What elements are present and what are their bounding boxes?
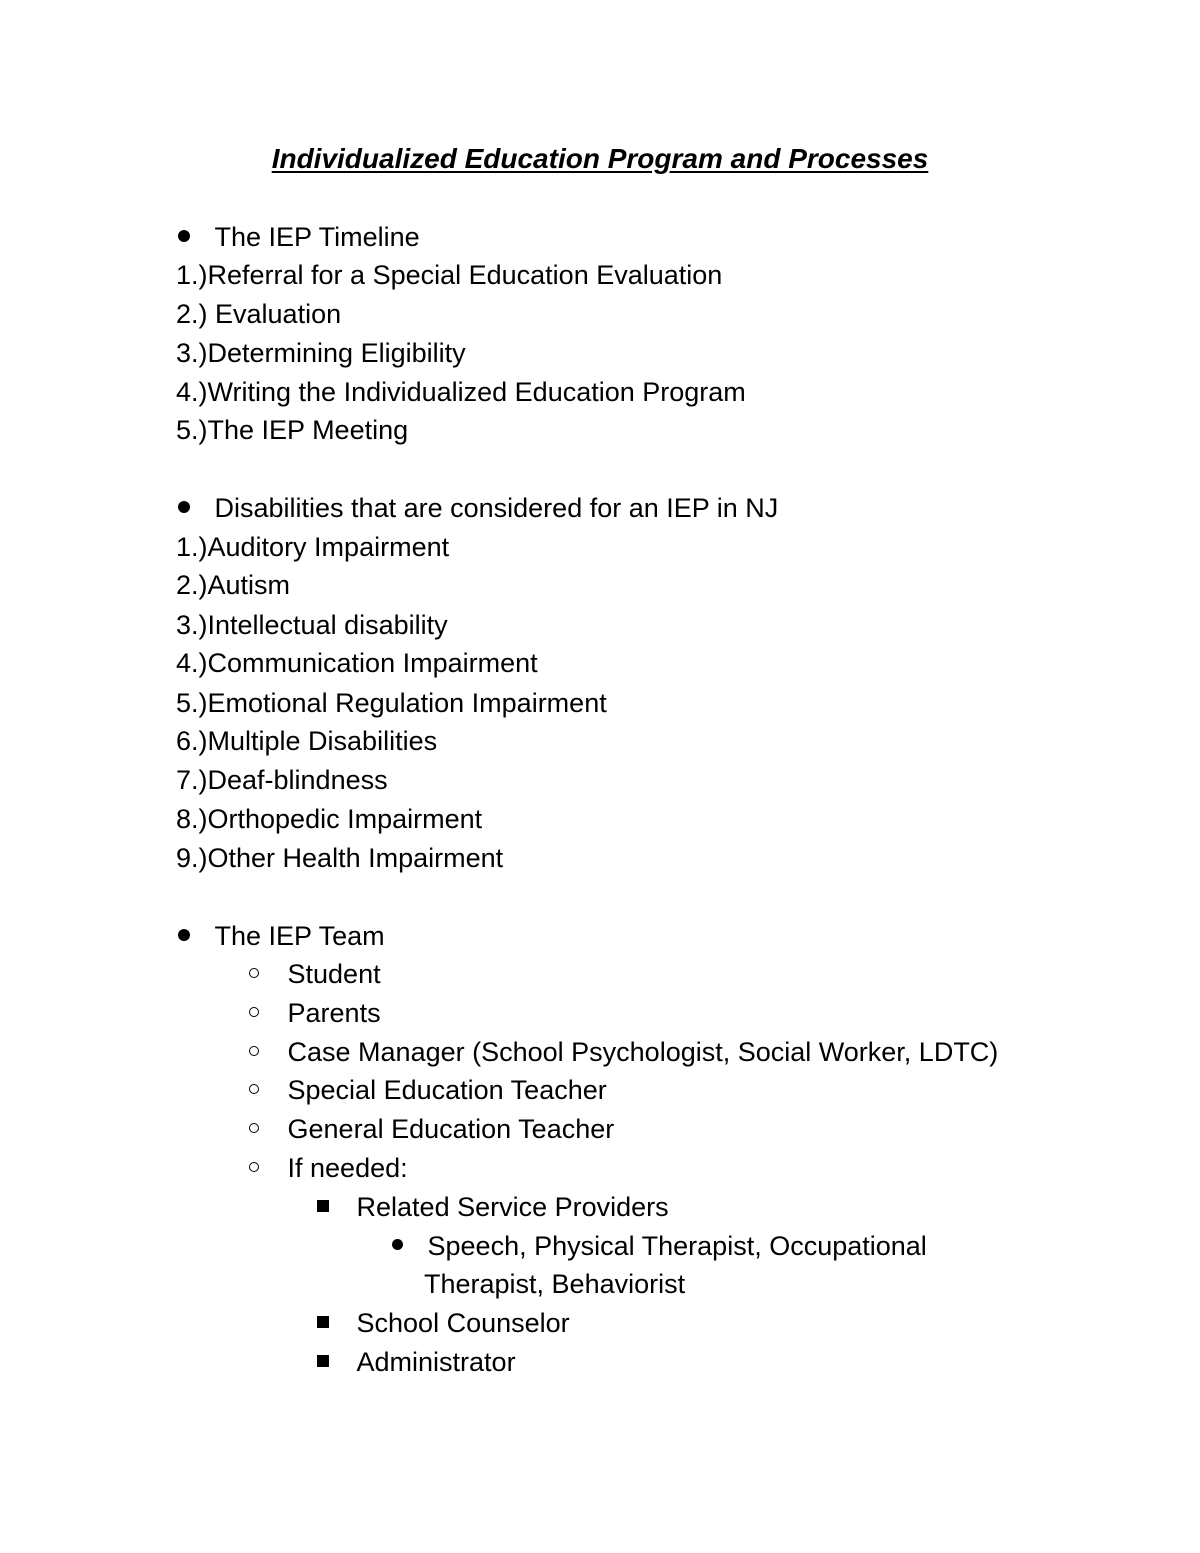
circle-bullet-icon [249, 1084, 259, 1094]
list-item: 7.)Deaf-blindness [176, 765, 388, 795]
team-heading-text: The IEP Team [214, 921, 385, 951]
team-heading [178, 919, 385, 953]
list-item: 9.)Other Health Impairment [176, 843, 504, 873]
circle-bullet-icon [249, 1046, 259, 1056]
square-bullet-icon [317, 1316, 329, 1328]
list-item [249, 1035, 998, 1069]
team-member-if-needed: If needed: [287, 1153, 408, 1183]
list-item: 5.)Emotional Regulation Impairment [176, 688, 607, 718]
list-item: 8.)Orthopedic Impairment [176, 804, 483, 834]
circle-bullet-icon [249, 968, 259, 978]
providers-detail-line1: Speech, Physical Therapist, Occupational [427, 1231, 927, 1261]
disabilities-heading-text: Disabilities that are considered for an IEP in NJ [214, 493, 779, 523]
timeline-heading [178, 220, 420, 254]
bullet-icon [392, 1239, 403, 1250]
list-item [249, 1112, 614, 1146]
list-item: 4.)Writing the Individualized Education Program [176, 377, 746, 407]
list-item [249, 1151, 408, 1185]
list-item: 3.)Determining Eligibility [176, 338, 466, 368]
bullet-icon [178, 929, 190, 941]
list-item: 2.) Evaluation [176, 299, 342, 329]
disabilities-heading [178, 491, 778, 525]
team-member-special-ed-teacher: Special Education Teacher [287, 1075, 607, 1105]
providers-detail-line2: Therapist, Behaviorist [424, 1269, 686, 1299]
list-item [392, 1229, 927, 1263]
square-bullet-icon [317, 1355, 329, 1367]
page-title: Individualized Education Program and Processes [271, 143, 929, 174]
timeline-heading-text: The IEP Timeline [214, 222, 420, 252]
team-member-parents: Parents [287, 998, 381, 1028]
list-item: 5.)The IEP Meeting [176, 415, 409, 445]
circle-bullet-icon [249, 1123, 259, 1133]
circle-bullet-icon [249, 1162, 259, 1172]
bullet-icon [178, 501, 190, 513]
list-item [249, 996, 381, 1030]
circle-bullet-icon [249, 1007, 259, 1017]
list-item [317, 1345, 516, 1379]
list-item [317, 1306, 570, 1340]
list-item [317, 1190, 669, 1224]
list-item: 1.)Auditory Impairment [176, 532, 450, 562]
list-item: 4.)Communication Impairment [176, 648, 538, 678]
list-item [249, 1073, 607, 1107]
list-item: 2.)Autism [176, 570, 291, 600]
list-item: 3.)Intellectual disability [176, 610, 448, 640]
school-counselor: School Counselor [356, 1308, 570, 1338]
list-item [249, 957, 381, 991]
related-service-providers: Related Service Providers [356, 1192, 669, 1222]
list-item: 6.)Multiple Disabilities [176, 726, 438, 756]
team-member-general-ed-teacher: General Education Teacher [287, 1114, 615, 1144]
bullet-icon [178, 230, 190, 242]
list-item: 1.)Referral for a Special Education Evaluation [176, 260, 723, 290]
team-member-case-manager: Case Manager (School Psychologist, Social Worker, LDTC) [287, 1037, 999, 1067]
administrator: Administrator [356, 1347, 516, 1377]
team-member-student: Student [287, 959, 381, 989]
square-bullet-icon [317, 1200, 329, 1212]
